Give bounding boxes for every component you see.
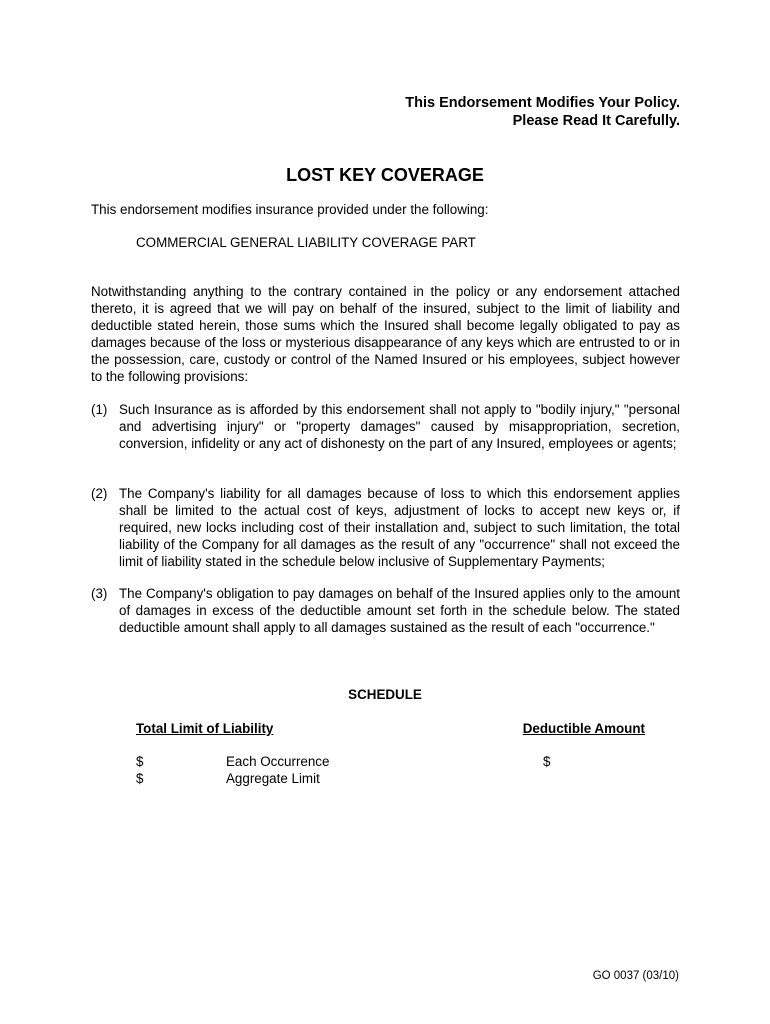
deductible-dollar: $: [543, 754, 551, 769]
provision-number: (1): [91, 402, 108, 417]
aggregate-limit-dollar: $: [136, 771, 144, 786]
provision-1: [91, 402, 680, 453]
provision-number: (3): [91, 586, 108, 601]
main-paragraph: Notwithstanding anything to the contrary contained in the policy or any endorsement attached thereto, it is agreed that we will pay on behalf of the insured, subject to the limit of liability and deductible stated herein, those sums which the Insured shall become legally obligated to pay as damages because of the loss or mysterious disappearance of any keys which are entrusted to or in the possession, care, custody or control of the Named Insured or his employees, subject however to the following provisions:: [91, 284, 680, 384]
provision-text: The Company's obligation to pay damages on behalf of the Insured applies only to the amount of damages in excess of the deductible amount set forth in the schedule below. The stated deductible amount shall apply to all damages sustained as the result of each "occurrence.": [119, 586, 680, 635]
provision-number: (2): [91, 486, 108, 501]
provision-text: The Company's liability for all damages because of loss to which this endorsement applies shall be limited to the actual cost of keys, adjustment of locks to accept new keys or, if required, new locks including cost of their installation and, subject to such limitation, the total liability of the Company for all damages as the result of any "occurrence" shall not exceed the limit of liability stated in the schedule below inclusive of Supplementary Payments;: [119, 486, 680, 569]
document-title: LOST KEY COVERAGE: [286, 165, 484, 185]
provision-text: Such Insurance as is afforded by this endorsement shall not apply to "bodily injury," "personal and advertising injury" or "property damages" caused by misappropriation, secretion, conversion, infidelity or any act of dishonesty on the part of any Insured, employees or agents;: [119, 402, 680, 451]
each-occurrence-dollar: $: [136, 754, 144, 769]
form-number: GO 0037 (03/10): [592, 970, 679, 982]
endorsement-notice-line-2: Please Read It Carefully.: [512, 113, 680, 129]
each-occurrence-label: Each Occurrence: [226, 754, 330, 769]
provision-3: [91, 586, 680, 637]
intro-text: This endorsement modifies insurance provided under the following:: [91, 202, 489, 217]
deductible-amount-heading: Deductible Amount: [522, 721, 645, 736]
provision-2: [91, 486, 680, 571]
aggregate-limit-label: Aggregate Limit: [226, 771, 320, 786]
coverage-part: COMMERCIAL GENERAL LIABILITY COVERAGE PART: [136, 235, 476, 250]
schedule-title: SCHEDULE: [348, 687, 422, 702]
total-limit-heading: Total Limit of Liability: [136, 721, 274, 736]
endorsement-notice-line-1: This Endorsement Modifies Your Policy.: [405, 95, 680, 111]
